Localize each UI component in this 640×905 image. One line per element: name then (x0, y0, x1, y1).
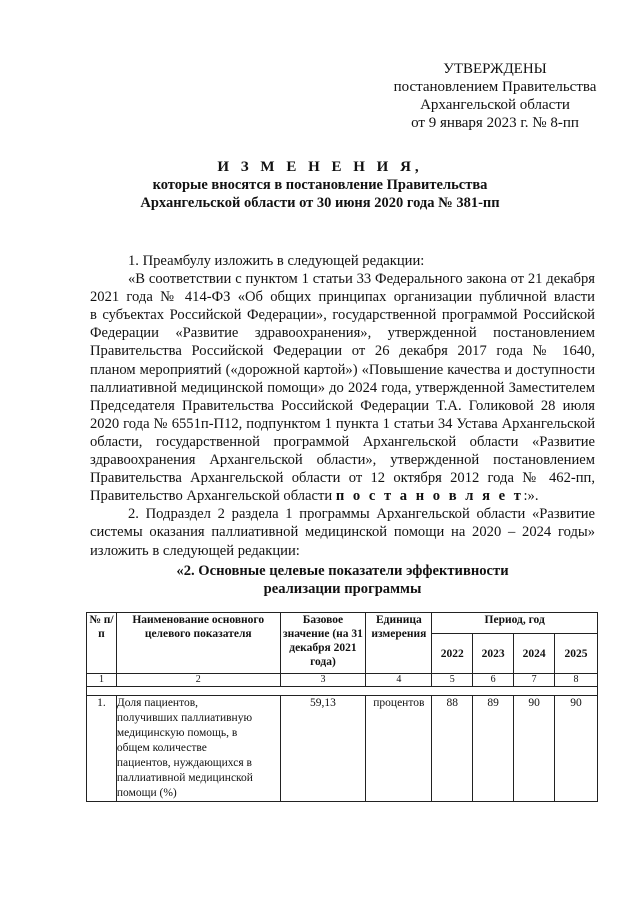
header-indicator-name: Наименование основного целевого показателя (116, 613, 280, 674)
base-value: 59,13 (280, 696, 366, 802)
approved-heading: УТВЕРЖДЕНЫ (443, 61, 547, 77)
text-fragment: :». (523, 488, 539, 505)
title-subtitle: Архангельской области от 30 июня 2020 года № 381-пп (140, 195, 500, 211)
column-number: 8 (555, 674, 598, 687)
text-line-resolves (90, 487, 595, 505)
section-title-line: «2. Основные целевые показатели эффективности (176, 563, 509, 579)
paragraph-2: 2. Подраздел 2 раздела 1 программы Архангельской области «Развитие (128, 506, 595, 523)
paragraph-1: 1. Преамбулу изложить в следующей редакции: (128, 253, 425, 269)
indicator-name: Доля пациентов, получивших паллиативную медицинскую помощь, в общем количестве пациентов, нуждающихся в паллиативной медицинской помощи (%) (116, 696, 280, 802)
column-number: 1 (87, 674, 117, 687)
title-subtitle: которые вносятся в постановление Правительства (152, 177, 488, 193)
text-fragment: Правительство Архангельской области (90, 488, 333, 505)
approved-date: от 9 января 2023 г. № 8-пп (411, 115, 579, 131)
column-number: 7 (514, 674, 555, 687)
text-line: здравоохранения Архангельской области», утвержденной постановлением (90, 452, 595, 469)
header-year: 2025 (555, 634, 598, 674)
header-unit: Единица измерения (366, 613, 432, 674)
text-line: изложить в следующей редакции: (90, 542, 300, 559)
value-2025: 90 (555, 696, 598, 802)
text-line: в субъектах Российской Федерации», государственной программой Российской (90, 307, 595, 324)
resolves-word: п о с т а н о в л я е т (335, 488, 524, 505)
section-title (90, 562, 595, 598)
document-body (90, 252, 595, 560)
header-base-value: Базовое значение (на 31 декабря 2021 года) (280, 613, 366, 674)
header-year: 2024 (514, 634, 555, 674)
value-2024: 90 (514, 696, 555, 802)
document-title (90, 158, 550, 212)
header-year: 2023 (473, 634, 514, 674)
text-line: Председателя Правительства Российской Федерации Т.А. Голиковой 28 июля (90, 397, 595, 414)
header-number: № п/п (87, 613, 117, 674)
header-year: 2022 (432, 634, 473, 674)
text-line: паллиативной медицинской помощи» до 2024 года, утвержденной Заместителем (90, 379, 595, 396)
column-number: 6 (473, 674, 514, 687)
text-line: 2021 года № 414-ФЗ «Об общих принципах организации публичной власти (90, 289, 595, 306)
unit: процентов (366, 696, 432, 802)
text-line: Правительства Архангельской области от 12 октября 2012 года № 462-пп, (90, 470, 595, 487)
text-line: области, государственной программой Архангельской области «Развитие (90, 433, 595, 450)
text-line: 2020 года № 6551п-П12, подпунктом 1 пункта 1 статьи 34 Устава Архангельской (90, 415, 595, 432)
column-number: 4 (366, 674, 432, 687)
value-2022: 88 (432, 696, 473, 802)
indicators-table (86, 612, 598, 802)
approved-line: постановлением Правительства (393, 79, 597, 95)
title-main: И З М Е Н Е Н И Я, (217, 159, 423, 175)
text-line: «В соответствии с пунктом 1 статьи 33 Федерального закона от 21 декабря (128, 271, 595, 288)
text-line: планом мероприятий («дорожной картой») «Повышение качества и доступности (90, 361, 595, 378)
column-number: 2 (116, 674, 280, 687)
text-line: Федерации «Развитие здравоохранения», утвержденной постановлением (90, 325, 595, 342)
value-2023: 89 (473, 696, 514, 802)
table-row (87, 696, 598, 802)
text-line: Правительства Российской Федерации от 26 декабря 2017 года № 1640, (90, 343, 595, 360)
row-number: 1. (87, 696, 117, 802)
column-number: 3 (280, 674, 366, 687)
approved-line: Архангельской области (420, 97, 570, 113)
header-period: Период, год (432, 613, 598, 634)
approval-stamp (380, 60, 610, 132)
section-title-line: реализации программы (263, 581, 422, 597)
column-number: 5 (432, 674, 473, 687)
text-line: системы оказания паллиативной медицинской помощи на 2020 – 2024 годы» (90, 524, 595, 541)
